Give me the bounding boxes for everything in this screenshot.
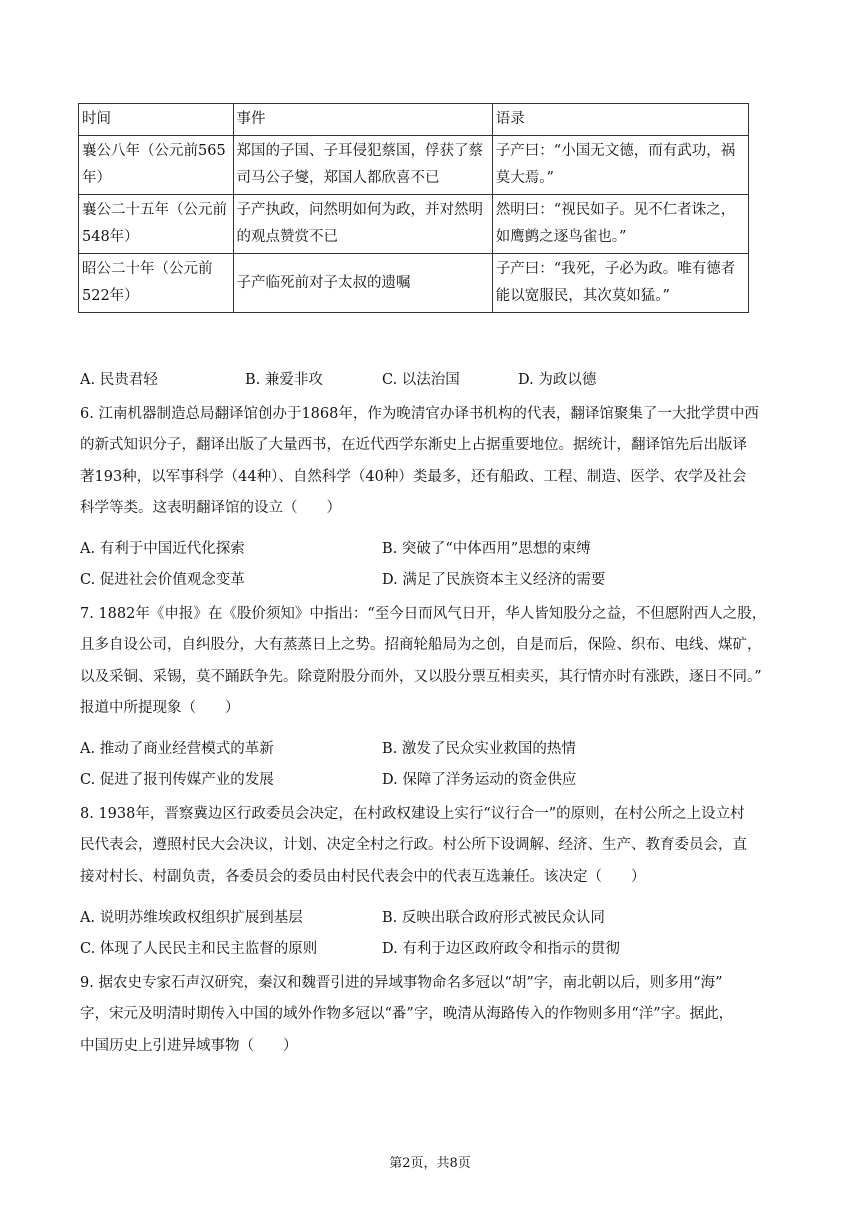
- page-footer: 第2页，共8页: [389, 1156, 471, 1171]
- q8-option-c[interactable]: C. 体现了人民民主和民主监督的原则: [80, 941, 318, 957]
- q7-line: 以及采铜、采锡，莫不踊跃争先。除竟附股分而外，又以股分票互相卖买，其行情亦时有涨跌，逐日不同。”: [80, 668, 762, 685]
- table-row: [79, 136, 749, 195]
- header-quote: 语录: [492, 104, 748, 136]
- q7-line: 报道中所提现象（ ）: [80, 699, 240, 716]
- table-header-row: [79, 104, 749, 136]
- cell-event: 子产临死前对子太叔的遗嘱: [233, 254, 492, 313]
- q9-line: 字，宋元及明清时期传入中国的域外作物多冠以“番”字，晚清从海路传入的作物则多用“洋”字。据此，: [80, 1006, 734, 1023]
- q7-line: 7. 1882年《申报》在《股价须知》中指出：“至今日而风气日开，华人皆知股分之益，不但愿附西人之股，: [80, 606, 767, 622]
- q6-option-c[interactable]: C. 促进社会价值观念变革: [80, 572, 245, 588]
- q7-option-a[interactable]: A. 推动了商业经营模式的革新: [80, 741, 274, 757]
- history-table: [78, 103, 749, 313]
- q5-option-a[interactable]: A. 民贵君轻: [80, 372, 158, 388]
- q8-option-d[interactable]: D. 有利于边区政府政令和指示的贯彻: [382, 941, 620, 957]
- q5-option-c[interactable]: C. 以法治国: [382, 372, 460, 388]
- q5-option-b[interactable]: B. 兼爱非攻: [245, 372, 323, 388]
- q6-line: 著193种，以军事科学（44种）、自然科学（40种）类最多，还有船政、工程、制造、医学、农学及社会: [80, 468, 747, 485]
- header-time: 时间: [79, 104, 234, 136]
- table-row: [79, 254, 749, 313]
- question-9: [80, 968, 770, 1062]
- q7-option-c[interactable]: C. 促进了报刊传媒产业的发展: [80, 772, 274, 788]
- q7-option-b[interactable]: B. 激发了民众实业救国的热情: [382, 741, 576, 757]
- q6-option-a[interactable]: A. 有利于中国近代化探索: [80, 541, 245, 557]
- q8-line: 8. 1938年，晋察冀边区行政委员会决定，在村政权建设上实行“议行合一”的原则，在村公所之上设立村: [80, 806, 745, 822]
- q6-line: 的新式知识分子，翻译出版了大量西书，在近代西学东渐史上占据重要地位。据统计，翻译馆先后出版译: [80, 437, 747, 454]
- cell-event: 郑国的子国、子耳侵犯蔡国，俘获了蔡司马公子燮，郑国人都欣喜不已: [233, 136, 492, 195]
- cell-quote: 子产曰：“小国无文德，而有武功，祸莫大焉。”: [492, 136, 748, 195]
- cell-time: 襄公二十五年（公元前548年）: [79, 195, 234, 254]
- q9-line: 9. 据农史专家石声汉研究，秦汉和魏晋引进的异域事物命名多冠以“胡”字，南北朝以后，则多用“海”: [80, 975, 723, 991]
- q8-line: 民代表会，遵照村民大会决议，计划、决定全村之行政。村公所下设调解、经济、生产、教育委员会，直: [80, 837, 747, 854]
- q5-option-d[interactable]: D. 为政以德: [518, 372, 597, 388]
- q7-line: 且多自设公司，自纠股分，大有蒸蒸日上之势。招商轮船局为之创，自是而后，保险、织布、电线、煤矿，: [80, 637, 762, 654]
- q7-option-d[interactable]: D. 保障了洋务运动的资金供应: [382, 772, 577, 788]
- q6-option-d[interactable]: D. 满足了民族资本主义经济的需要: [382, 572, 606, 588]
- q8-option-b[interactable]: B. 反映出联合政府形式被民众认同: [382, 910, 605, 926]
- q9-line: 中国历史上引进异域事物（ ）: [80, 1037, 298, 1054]
- table-row: [79, 195, 749, 254]
- q6-line: 6. 江南机器制造总局翻译馆创办于1868年，作为晚清官办译书机构的代表，翻译馆聚集了一大批学贯中西: [80, 406, 759, 422]
- header-event: 事件: [233, 104, 492, 136]
- q8-line: 接对村长、村副负责，各委员会的委员由村民代表会中的代表互选兼任。该决定（ ）: [80, 868, 646, 885]
- question-7: [80, 599, 770, 724]
- cell-event: 子产执政，问然明如何为政，并对然明的观点赞赏不已: [233, 195, 492, 254]
- cell-quote: 然明曰：“视民如子。见不仁者诛之，如鹰鹯之逐鸟雀也。”: [492, 195, 748, 254]
- cell-quote: 子产曰：“我死，子必为政。唯有德者能以宽服民，其次莫如猛。”: [492, 254, 748, 313]
- q8-option-a[interactable]: A. 说明苏维埃政权组织扩展到基层: [80, 910, 303, 926]
- q6-line: 科学等类。这表明翻译馆的设立（ ）: [80, 499, 341, 516]
- q6-option-b[interactable]: B. 突破了“中体西用”思想的束缚: [382, 541, 591, 557]
- cell-time: 襄公八年（公元前565年）: [79, 136, 234, 195]
- question-8: [80, 799, 770, 893]
- question-6: [80, 399, 770, 524]
- cell-time: 昭公二十年（公元前522年）: [79, 254, 234, 313]
